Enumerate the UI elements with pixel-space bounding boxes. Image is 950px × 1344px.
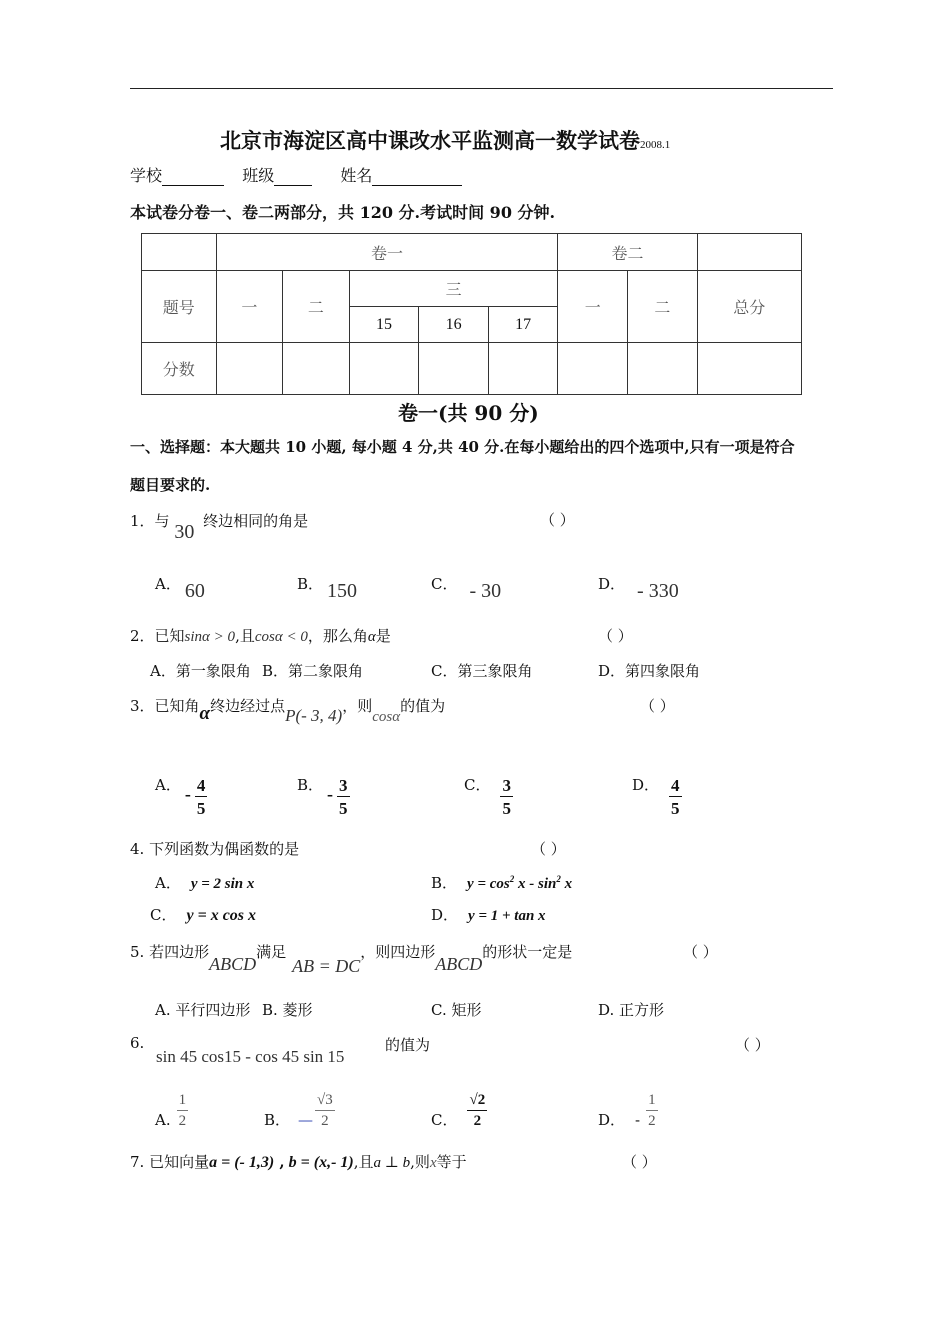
q2-tail: ，那么角 <box>307 627 368 645</box>
q6-option-b-num: √3 <box>317 1092 333 1108</box>
score-table-zongfen: 总分 <box>697 271 801 343</box>
q4-option-b <box>431 872 572 893</box>
q7-comma: , <box>274 1153 285 1171</box>
q3-number: 3．已知角 <box>130 697 200 715</box>
q5-option-b: B. 菱形 <box>262 1001 313 1019</box>
q6-option-a-num: 1 <box>178 1092 187 1108</box>
q4-answer-paren[interactable]: （ ） <box>531 840 566 858</box>
q2-end: 是 <box>375 627 391 645</box>
score-table <box>141 233 802 395</box>
q3-stem2: 的值为 <box>400 697 446 715</box>
q3-option-d-num: 4 <box>671 776 680 795</box>
student-info-line <box>130 163 462 186</box>
q4-option-d <box>431 904 546 925</box>
class-label: 班级 <box>242 166 275 185</box>
exam-date: 2008.1 <box>640 139 671 151</box>
q6-stem: 的值为 <box>385 1036 431 1054</box>
score-table-juan2: 卷二 <box>558 234 697 271</box>
score-cell[interactable] <box>558 343 628 395</box>
q2-number: 2．已知 <box>130 627 185 645</box>
section-title: 卷一(共 90 分) <box>398 401 539 425</box>
q6-answer-paren[interactable]: （ ） <box>735 1036 770 1054</box>
q7-stem <box>130 1151 467 1172</box>
score-table-corner <box>142 234 217 271</box>
q1-option-a-label: A． <box>155 575 181 593</box>
q7-stem1: 7. 已知向量 <box>130 1153 210 1171</box>
q2-option-c: C．第三象限角 <box>431 662 533 680</box>
school-blank[interactable] <box>162 169 224 186</box>
name-blank[interactable] <box>372 169 462 186</box>
q3-option-a-label: A． <box>155 776 181 794</box>
q4-option-b-sup2: 2 <box>556 874 561 884</box>
score-cell[interactable] <box>419 343 489 395</box>
q5-stem2: 满足 <box>256 943 287 961</box>
q3-option-b-frac <box>337 777 350 817</box>
score-table-tihao: 题号 <box>142 271 217 343</box>
q6-option-a-den: 2 <box>177 1110 189 1129</box>
q4-option-d-label: D． <box>431 906 459 924</box>
q1-stem <box>130 509 309 543</box>
q3-answer-paren[interactable]: （ ） <box>640 697 675 715</box>
q3-option-d <box>632 766 682 818</box>
q2-stem <box>130 625 391 646</box>
q3-option-a <box>155 766 207 818</box>
school-label: 学校 <box>130 166 163 185</box>
q3-option-a-frac <box>195 777 208 817</box>
q2-option-d: D．第四象限角 <box>598 662 701 680</box>
q4-option-a <box>155 872 254 893</box>
q1-option-d-value: - 330 <box>637 580 679 602</box>
q6-option-d-den: 2 <box>646 1110 658 1129</box>
q2-cond2: cosα < 0 <box>254 629 308 645</box>
score-table-fenshu: 分数 <box>142 343 217 395</box>
q3-option-c-den: 5 <box>500 796 513 817</box>
q1-option-c-label: C． <box>431 575 458 593</box>
q2-option-b: B．第二象限角 <box>262 662 364 680</box>
instruction-line2: 题目要求的. <box>130 476 211 494</box>
q1-option-c <box>431 572 502 602</box>
score-table-er: 二 <box>283 271 350 343</box>
exam-note: 本试卷分卷一、卷二两部分，共 120 分.考试时间 90 分钟. <box>130 203 556 222</box>
q3-option-b-den: 5 <box>337 796 350 817</box>
q3-option-a-num: 4 <box>196 776 206 795</box>
q7-x: x <box>429 1155 437 1171</box>
q1-answer-paren[interactable]: （ ） <box>540 511 575 529</box>
q6-option-b-frac <box>315 1093 335 1129</box>
q1-stem-text: 终边相同的角是 <box>203 512 309 530</box>
q4-option-b-label: B． <box>431 874 458 892</box>
q5-option-a: A. 平行四边形 <box>155 1001 251 1019</box>
q1-number: 1．与 <box>130 512 170 530</box>
q6-option-b-den: 2 <box>315 1110 335 1129</box>
q6-option-c-label: C． <box>431 1111 458 1129</box>
q5-abcd-1: ABCD <box>209 954 257 974</box>
q7-answer-paren[interactable]: （ ） <box>622 1153 657 1171</box>
q3-option-b-sign: - <box>327 784 334 804</box>
q7-stem2: ,且 <box>353 1153 374 1171</box>
q1-option-c-value: - 30 <box>469 580 502 602</box>
score-cell[interactable] <box>283 343 350 395</box>
score-cell[interactable] <box>628 343 698 395</box>
q6-option-b-label: B． <box>264 1111 291 1129</box>
q4-option-b-sup1: 2 <box>509 874 515 884</box>
q6-option-a-frac <box>177 1093 189 1129</box>
q1-angle: 30 <box>174 521 195 543</box>
q6-option-b <box>264 1093 335 1129</box>
q5-stem <box>130 941 573 976</box>
q6-option-d-sign: - <box>635 1111 641 1129</box>
q3-option-d-label: D． <box>632 776 660 794</box>
q4-option-b-part3: x <box>560 876 573 892</box>
q1-option-b-label: B． <box>297 575 324 593</box>
q1-option-d-label: D． <box>598 575 626 593</box>
q6-option-d <box>598 1093 658 1129</box>
q3-point: P(- 3, 4) <box>285 706 343 725</box>
q3-option-c <box>464 766 513 818</box>
q6-option-d-frac <box>646 1093 658 1129</box>
q4-option-b-part2: x - sin <box>514 876 557 892</box>
q5-answer-paren[interactable]: （ ） <box>683 943 718 961</box>
q6-expression: sin 45 cos15 - cos 45 sin 15 <box>156 1047 345 1066</box>
score-cell[interactable] <box>488 343 558 395</box>
q4-option-a-label: A． <box>155 874 181 892</box>
q1-option-b <box>297 572 358 602</box>
q3-option-d-frac <box>669 777 682 817</box>
q3-option-d-den: 5 <box>669 796 682 817</box>
q7-stem4: 等于 <box>436 1153 467 1171</box>
q3-stem <box>130 695 446 725</box>
q1-option-a <box>155 572 205 602</box>
q7-vector-b: b = (x,- 1) <box>288 1154 354 1171</box>
exam-title <box>220 125 670 155</box>
q2-alpha: α <box>367 629 376 645</box>
q4-option-c-value: y = x cos x <box>186 907 257 924</box>
q4-option-d-value: y = 1 + tan x <box>468 908 546 924</box>
score-table-juan1: 卷一 <box>216 234 558 271</box>
q6-option-b-sign: — <box>298 1111 314 1129</box>
q6-option-c-num: √2 <box>469 1092 486 1108</box>
score-table-q15: 15 <box>349 307 419 343</box>
q6-option-c <box>431 1093 487 1129</box>
score-table-er2: 二 <box>628 271 698 343</box>
q7-vector-a: a = (- 1,3) <box>209 1154 275 1171</box>
q3-option-a-den: 5 <box>195 796 208 817</box>
q3-option-c-num: 3 <box>502 776 511 795</box>
q3-option-b-num: 3 <box>339 776 348 795</box>
q1-option-b-value: 150 <box>327 580 358 602</box>
q1-option-d <box>598 572 679 602</box>
class-blank[interactable] <box>274 169 312 186</box>
q7-stem3: ,则 <box>410 1153 430 1171</box>
q6-option-a-label: A. <box>155 1111 171 1129</box>
score-cell[interactable] <box>216 343 283 395</box>
score-table-yi2: 一 <box>558 271 628 343</box>
q6-option-a <box>155 1093 188 1129</box>
q4-option-b-value <box>467 876 572 892</box>
instruction-line1: 一、选择题：本大题共 10 小题, 每小题 4 分,共 40 分.在每小题给出的四个选项中,只有一项是符合 <box>130 438 795 456</box>
q2-cond1: sinα > 0 <box>184 629 236 645</box>
q3-option-b-label: B． <box>297 776 324 794</box>
q5-condition: AB = DC <box>292 956 361 976</box>
q3-option-a-sign: - <box>184 784 191 804</box>
q5-stem3: ，则四边形 <box>360 943 436 961</box>
q5-stem4: 的形状一定是 <box>482 943 573 961</box>
score-table-san: 三 <box>349 271 558 307</box>
q6-option-c-frac <box>467 1093 487 1129</box>
top-rule <box>130 88 833 89</box>
q5-option-c: C. 矩形 <box>431 1001 482 1019</box>
q5-abcd-2: ABCD <box>435 954 483 974</box>
q2-option-a: A．第一象限角 <box>150 662 251 680</box>
q6-option-d-num: 1 <box>648 1092 656 1108</box>
q6-number: 6. <box>130 1034 145 1052</box>
q4-stem: 4. 下列函数为偶函数的是 <box>130 840 300 858</box>
q2-answer-paren[interactable]: （ ） <box>598 627 633 645</box>
score-table-q17: 17 <box>488 307 558 343</box>
score-cell[interactable] <box>697 343 801 395</box>
name-label: 姓名 <box>340 166 373 185</box>
q3-cos: cosα <box>372 709 401 725</box>
q2-mid: ,且 <box>235 627 255 645</box>
q3-option-b <box>297 766 350 818</box>
score-table-yi: 一 <box>216 271 283 343</box>
score-table-empty <box>697 234 801 271</box>
q3-option-c-frac <box>500 777 513 817</box>
q3-alpha: α <box>199 703 211 724</box>
q4-option-b-part1: y = cos <box>467 876 510 892</box>
q3-option-c-label: C． <box>464 776 491 794</box>
q4-option-c-label: C． <box>150 906 177 924</box>
q4-option-a-value: y = 2 sin x <box>190 876 255 892</box>
score-table-q16: 16 <box>419 307 489 343</box>
q7-perp: a ⊥ b <box>373 1155 411 1171</box>
q3-comma: ，则 <box>342 697 373 715</box>
score-cell[interactable] <box>349 343 419 395</box>
q6-option-c-den: 2 <box>467 1110 487 1129</box>
q4-option-c <box>150 904 256 925</box>
exam-title-text: 北京市海淀区高中课改水平监测高一数学试卷 <box>220 128 640 153</box>
q6-option-d-label: D． <box>598 1111 626 1129</box>
q1-option-a-value: 60 <box>184 580 205 602</box>
q5-option-d: D. 正方形 <box>598 1001 665 1019</box>
q3-stem1: 终边经过点 <box>210 697 286 715</box>
q5-stem1: 5. 若四边形 <box>130 943 210 961</box>
